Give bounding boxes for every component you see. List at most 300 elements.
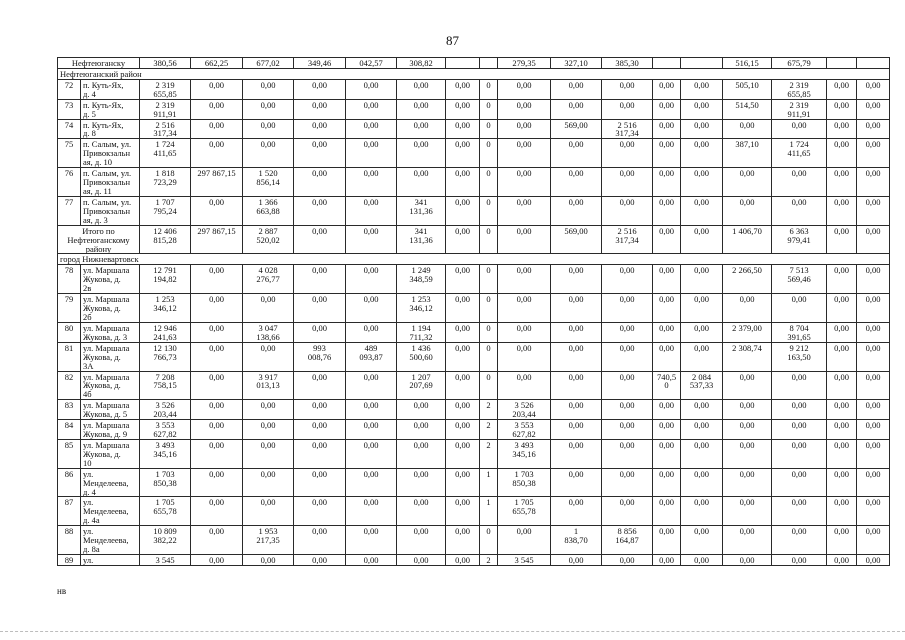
carryover-cell — [857, 58, 890, 69]
value-cell: 0 — [480, 139, 498, 168]
value-cell: 0,00 — [653, 468, 681, 497]
value-cell: 0,00 — [397, 468, 446, 497]
value-cell: 1 253 346,12 — [140, 294, 191, 323]
value-cell: 0,00 — [827, 322, 857, 342]
value-cell: 0,00 — [346, 526, 397, 555]
value-cell: 0,00 — [602, 439, 653, 468]
value-cell: 0,00 — [827, 468, 857, 497]
table-row — [58, 371, 890, 400]
value-cell: 0,00 — [772, 294, 827, 323]
value-cell: 0,00 — [681, 555, 723, 566]
value-cell: 0,00 — [602, 168, 653, 197]
value-cell: 1 705 655,78 — [498, 497, 551, 526]
value-cell: 1 436 500,60 — [397, 342, 446, 371]
value-cell: 0,00 — [346, 168, 397, 197]
table-row — [58, 342, 890, 371]
value-cell: 0 — [480, 99, 498, 119]
value-cell: 0,00 — [551, 555, 602, 566]
value-cell: 0,00 — [191, 79, 243, 99]
value-cell: 0,00 — [602, 196, 653, 225]
value-cell: 0,00 — [191, 265, 243, 294]
value-cell: 0,00 — [397, 526, 446, 555]
address-cell: ул. Маршала Жукова, д. 9 — [81, 420, 140, 440]
value-cell: 0,00 — [827, 420, 857, 440]
value-cell: 2 319 655,85 — [140, 79, 191, 99]
value-cell: 10 809 382,22 — [140, 526, 191, 555]
address-cell: ул. Менделеева, д. 4а — [81, 497, 140, 526]
value-cell: 0,00 — [191, 555, 243, 566]
value-cell: 2 319 655,85 — [772, 79, 827, 99]
value-cell: 0,00 — [191, 322, 243, 342]
value-cell: 0,00 — [602, 555, 653, 566]
value-cell: 0,00 — [681, 139, 723, 168]
value-cell: 3 526 203,44 — [140, 400, 191, 420]
value-cell: 0,00 — [397, 79, 446, 99]
row-number: 89 — [58, 555, 81, 566]
address-cell: п. Салым, ул. Привокзальн ая, д. 3 — [81, 196, 140, 225]
table-row — [58, 99, 890, 119]
address-cell: п. Салым, ул. Привокзальн ая, д. 10 — [81, 139, 140, 168]
value-cell: 0,00 — [827, 526, 857, 555]
carryover-cell — [480, 58, 498, 69]
value-cell: 0,00 — [653, 119, 681, 139]
value-cell: 0,00 — [498, 265, 551, 294]
row-number: 79 — [58, 294, 81, 323]
value-cell: 0,00 — [397, 400, 446, 420]
value-cell: 0,00 — [653, 420, 681, 440]
value-cell: 0,00 — [346, 468, 397, 497]
value-cell: 0,00 — [294, 371, 346, 400]
value-cell: 0,00 — [723, 371, 772, 400]
value-cell: 0,00 — [857, 79, 890, 99]
value-cell: 0,00 — [602, 497, 653, 526]
value-cell: 569,00 — [551, 119, 602, 139]
value-cell: 0,00 — [446, 497, 480, 526]
value-cell: 2 — [480, 555, 498, 566]
value-cell: 0,00 — [827, 99, 857, 119]
value-cell: 1 724 411,65 — [772, 139, 827, 168]
value-cell: 0,00 — [827, 79, 857, 99]
value-cell: 0,00 — [653, 497, 681, 526]
row-number: 74 — [58, 119, 81, 139]
value-cell: 4 028 276,77 — [243, 265, 294, 294]
value-cell: 0,00 — [498, 342, 551, 371]
value-cell: 740,5 0 — [653, 371, 681, 400]
value-cell: 0,00 — [294, 420, 346, 440]
value-cell: 0,00 — [346, 265, 397, 294]
table-row — [58, 439, 890, 468]
address-cell: ул. Маршала Жукова, д. 2в — [81, 265, 140, 294]
value-cell: 0,00 — [681, 322, 723, 342]
row-number: 84 — [58, 420, 81, 440]
carryover-cell: 279,35 — [498, 58, 551, 69]
value-cell: 2 379,00 — [723, 322, 772, 342]
value-cell: 1 705 655,78 — [140, 497, 191, 526]
value-cell: 0,00 — [191, 99, 243, 119]
value-cell: 2 — [480, 439, 498, 468]
value-cell: 0,00 — [857, 168, 890, 197]
row-number: 86 — [58, 468, 81, 497]
value-cell: 0,00 — [602, 139, 653, 168]
value-cell: 993 008,76 — [294, 342, 346, 371]
value-cell: 0,00 — [243, 342, 294, 371]
value-cell: 0,00 — [397, 99, 446, 119]
value-cell: 0,00 — [498, 196, 551, 225]
address-cell: ул. Менделеева, д. 8а — [81, 526, 140, 555]
value-cell: 1 838,70 — [551, 526, 602, 555]
value-cell: 0,00 — [857, 371, 890, 400]
address-cell: ул. Маршала Жукова, д. 3 — [81, 322, 140, 342]
value-cell: 9 212 163,50 — [772, 342, 827, 371]
value-cell: 0,00 — [772, 468, 827, 497]
total-cell: 297 867,15 — [191, 225, 243, 254]
address-cell: п. Салым, ул. Привокзальн ая, д. 11 — [81, 168, 140, 197]
table-row — [58, 497, 890, 526]
value-cell: 0,00 — [681, 265, 723, 294]
value-cell: 0,00 — [243, 119, 294, 139]
address-cell: п. Куть-Ях, д. 5 — [81, 99, 140, 119]
value-cell: 0,00 — [681, 400, 723, 420]
value-cell: 0,00 — [498, 139, 551, 168]
value-cell: 0,00 — [446, 526, 480, 555]
value-cell: 0,00 — [551, 439, 602, 468]
value-cell: 0,00 — [191, 420, 243, 440]
value-cell: 0,00 — [397, 555, 446, 566]
value-cell: 0,00 — [294, 497, 346, 526]
row-number: 73 — [58, 99, 81, 119]
carryover-cell — [446, 58, 480, 69]
value-cell: 0,00 — [498, 168, 551, 197]
value-cell: 0,00 — [191, 294, 243, 323]
value-cell: 0,00 — [191, 119, 243, 139]
value-cell: 0,00 — [243, 139, 294, 168]
value-cell: 0,00 — [723, 526, 772, 555]
value-cell: 0,00 — [857, 294, 890, 323]
value-cell: 0,00 — [551, 196, 602, 225]
value-cell: 0,00 — [602, 420, 653, 440]
value-cell: 0,00 — [191, 196, 243, 225]
value-cell: 0,00 — [397, 139, 446, 168]
value-cell: 387,10 — [723, 139, 772, 168]
value-cell: 0,00 — [243, 99, 294, 119]
value-cell: 0,00 — [681, 468, 723, 497]
value-cell: 0,00 — [827, 342, 857, 371]
row-number: 87 — [58, 497, 81, 526]
value-cell: 0,00 — [602, 294, 653, 323]
value-cell: 0,00 — [551, 468, 602, 497]
table-row — [58, 119, 890, 139]
value-cell: 2 319 911,91 — [140, 99, 191, 119]
value-cell: 0,00 — [772, 526, 827, 555]
value-cell: 2 516 317,34 — [602, 119, 653, 139]
value-cell: 0,00 — [191, 400, 243, 420]
value-cell: 0,00 — [551, 294, 602, 323]
value-cell: 0,00 — [446, 420, 480, 440]
value-cell: 0,00 — [653, 439, 681, 468]
table-row — [58, 79, 890, 99]
value-cell: 0,00 — [498, 371, 551, 400]
carryover-cell — [653, 58, 681, 69]
value-cell: 0,00 — [681, 342, 723, 371]
table-row — [58, 265, 890, 294]
value-cell: 0,00 — [857, 526, 890, 555]
value-cell: 0,00 — [551, 497, 602, 526]
value-cell: 1 703 850,38 — [140, 468, 191, 497]
value-cell: 0 — [480, 265, 498, 294]
value-cell: 0,00 — [191, 439, 243, 468]
value-cell: 0,00 — [681, 526, 723, 555]
value-cell: 0,00 — [827, 371, 857, 400]
value-cell: 0,00 — [723, 555, 772, 566]
value-cell: 0,00 — [827, 555, 857, 566]
value-cell: 0,00 — [602, 79, 653, 99]
value-cell: 0,00 — [294, 526, 346, 555]
value-cell: 514,50 — [723, 99, 772, 119]
total-cell: 2 887 520,02 — [243, 225, 294, 254]
value-cell: 0,00 — [346, 99, 397, 119]
table-row — [58, 322, 890, 342]
section-title: Нефтеюганский район — [58, 68, 890, 79]
value-cell: 0,00 — [681, 439, 723, 468]
value-cell: 0,00 — [681, 168, 723, 197]
value-cell: 3 493 345,16 — [140, 439, 191, 468]
value-cell: 0,00 — [772, 168, 827, 197]
address-cell: ул. Маршала Жукова, д. 3А — [81, 342, 140, 371]
value-cell: 0,00 — [857, 99, 890, 119]
row-number: 77 — [58, 196, 81, 225]
total-cell: 0,00 — [681, 225, 723, 254]
value-cell: 0,00 — [243, 468, 294, 497]
row-number: 88 — [58, 526, 81, 555]
value-cell: 0,00 — [653, 400, 681, 420]
value-cell: 0,00 — [653, 99, 681, 119]
value-cell: 0,00 — [602, 322, 653, 342]
address-cell: п. Куть-Ях, д. 4 — [81, 79, 140, 99]
value-cell: 0 — [480, 294, 498, 323]
value-cell: 0,00 — [602, 342, 653, 371]
value-cell: 0,00 — [723, 439, 772, 468]
footer-mark: нв — [57, 586, 67, 596]
value-cell: 0,00 — [681, 99, 723, 119]
total-cell: 569,00 — [551, 225, 602, 254]
page-number: 87 — [446, 33, 459, 48]
value-cell: 0,00 — [346, 420, 397, 440]
value-cell: 0,00 — [602, 400, 653, 420]
table-row — [58, 139, 890, 168]
scan-edge-line — [0, 631, 905, 632]
value-cell: 12 791 194,82 — [140, 265, 191, 294]
value-cell: 0,00 — [446, 99, 480, 119]
value-cell: 1 724 411,65 — [140, 139, 191, 168]
value-cell: 0,00 — [772, 119, 827, 139]
value-cell: 1 366 663,88 — [243, 196, 294, 225]
row-number: 83 — [58, 400, 81, 420]
carryover-cell — [827, 58, 857, 69]
value-cell: 0,00 — [294, 265, 346, 294]
table-row — [58, 555, 890, 566]
value-cell: 0,00 — [653, 196, 681, 225]
value-cell: 0,00 — [191, 371, 243, 400]
value-cell: 0,00 — [397, 420, 446, 440]
value-cell: 0,00 — [602, 371, 653, 400]
table-row — [58, 168, 890, 197]
value-cell: 0,00 — [294, 439, 346, 468]
total-cell: 341 131,36 — [397, 225, 446, 254]
row-number: 72 — [58, 79, 81, 99]
value-cell: 0,00 — [723, 168, 772, 197]
table-row — [58, 420, 890, 440]
value-cell: 3 917 013,13 — [243, 371, 294, 400]
carryover-cell: 327,10 — [551, 58, 602, 69]
total-label: Итого по Нефтеюганскому району — [58, 225, 140, 254]
address-cell: ул. Маршала Жукова, д. 4б — [81, 371, 140, 400]
value-cell: 0,00 — [827, 294, 857, 323]
value-cell: 341 131,36 — [397, 196, 446, 225]
value-cell: 0,00 — [857, 400, 890, 420]
value-cell: 0,00 — [446, 139, 480, 168]
value-cell: 0,00 — [827, 119, 857, 139]
value-cell: 0,00 — [551, 265, 602, 294]
value-cell: 2 319 911,91 — [772, 99, 827, 119]
value-cell: 0,00 — [772, 497, 827, 526]
value-cell: 12 130 766,73 — [140, 342, 191, 371]
value-cell: 0,00 — [346, 139, 397, 168]
row-number: 81 — [58, 342, 81, 371]
total-row — [58, 225, 890, 254]
carryover-cell: 308,82 — [397, 58, 446, 69]
address-cell: ул. — [81, 555, 140, 566]
value-cell: 0,00 — [446, 294, 480, 323]
value-cell: 0,00 — [857, 497, 890, 526]
value-cell: 0,00 — [653, 265, 681, 294]
value-cell: 0,00 — [294, 294, 346, 323]
value-cell: 1 249 348,59 — [397, 265, 446, 294]
value-cell: 0,00 — [498, 79, 551, 99]
value-cell: 0,00 — [498, 322, 551, 342]
row-number: 85 — [58, 439, 81, 468]
row-number: 76 — [58, 168, 81, 197]
value-cell: 0 — [480, 79, 498, 99]
value-cell: 0,00 — [294, 468, 346, 497]
value-cell: 0,00 — [446, 79, 480, 99]
value-cell: 0,00 — [827, 439, 857, 468]
value-cell: 0,00 — [772, 420, 827, 440]
value-cell: 0,00 — [243, 420, 294, 440]
value-cell: 0,00 — [723, 497, 772, 526]
carryover-row — [58, 58, 890, 69]
value-cell: 0 — [480, 196, 498, 225]
value-cell: 0,00 — [857, 322, 890, 342]
value-cell: 0,00 — [346, 400, 397, 420]
value-cell: 0,00 — [551, 168, 602, 197]
section-header-row — [58, 254, 890, 265]
value-cell: 0,00 — [857, 468, 890, 497]
table-row — [58, 400, 890, 420]
value-cell: 0,00 — [243, 400, 294, 420]
value-cell: 0,00 — [551, 342, 602, 371]
carryover-cell: 042,57 — [346, 58, 397, 69]
value-cell: 0,00 — [446, 555, 480, 566]
value-cell: 0,00 — [772, 196, 827, 225]
address-cell: ул. Маршала Жукова, д. 10 — [81, 439, 140, 468]
carryover-cell: 677,02 — [243, 58, 294, 69]
carryover-cell: 662,25 — [191, 58, 243, 69]
value-cell: 0,00 — [857, 196, 890, 225]
total-cell: 0,00 — [857, 225, 890, 254]
value-cell: 1 194 711,32 — [397, 322, 446, 342]
value-cell: 1 253 346,12 — [397, 294, 446, 323]
value-cell: 0,00 — [346, 79, 397, 99]
value-cell: 0,00 — [446, 119, 480, 139]
value-cell: 0,00 — [827, 196, 857, 225]
value-cell: 0,00 — [653, 555, 681, 566]
value-cell: 0,00 — [681, 497, 723, 526]
value-cell: 0,00 — [294, 400, 346, 420]
value-cell: 0,00 — [397, 119, 446, 139]
value-cell: 0 — [480, 342, 498, 371]
value-cell: 3 545 — [140, 555, 191, 566]
value-cell: 0,00 — [446, 196, 480, 225]
value-cell: 0,00 — [857, 420, 890, 440]
value-cell: 0,00 — [397, 168, 446, 197]
total-cell: 0,00 — [294, 225, 346, 254]
value-cell: 0,00 — [346, 497, 397, 526]
value-cell: 0 — [480, 371, 498, 400]
total-cell: 0,00 — [498, 225, 551, 254]
value-cell: 7 513 569,46 — [772, 265, 827, 294]
value-cell: 0,00 — [827, 265, 857, 294]
value-cell: 0,00 — [857, 139, 890, 168]
value-cell: 7 208 758,15 — [140, 371, 191, 400]
row-number: 82 — [58, 371, 81, 400]
value-cell: 0,00 — [857, 265, 890, 294]
value-cell: 0,00 — [191, 342, 243, 371]
carryover-cell — [681, 58, 723, 69]
value-cell: 0,00 — [191, 497, 243, 526]
value-cell: 0,00 — [723, 420, 772, 440]
value-cell: 0,00 — [346, 196, 397, 225]
value-cell: 0 — [480, 322, 498, 342]
value-cell: 0,00 — [498, 119, 551, 139]
value-cell: 0,00 — [681, 79, 723, 99]
value-cell: 0,00 — [602, 468, 653, 497]
value-cell: 0,00 — [827, 139, 857, 168]
total-cell: 0,00 — [346, 225, 397, 254]
value-cell: 0,00 — [294, 79, 346, 99]
value-cell: 0,00 — [681, 294, 723, 323]
total-cell: 1 406,70 — [723, 225, 772, 254]
row-number: 80 — [58, 322, 81, 342]
value-cell: 0,00 — [857, 119, 890, 139]
value-cell: 3 553 627,82 — [498, 420, 551, 440]
value-cell: 0 — [480, 119, 498, 139]
value-cell: 0,00 — [294, 555, 346, 566]
value-cell: 0,00 — [551, 400, 602, 420]
value-cell: 0,00 — [446, 322, 480, 342]
value-cell: 2 — [480, 400, 498, 420]
value-cell: 3 047 138,66 — [243, 322, 294, 342]
value-cell: 0,00 — [346, 119, 397, 139]
value-cell: 3 545 — [498, 555, 551, 566]
value-cell: 0,00 — [346, 294, 397, 323]
value-cell: 1 818 723,29 — [140, 168, 191, 197]
value-cell: 0,00 — [346, 322, 397, 342]
value-cell: 0,00 — [723, 294, 772, 323]
value-cell: 1 207 207,69 — [397, 371, 446, 400]
value-cell: 0,00 — [653, 526, 681, 555]
row-number: 78 — [58, 265, 81, 294]
value-cell: 0,00 — [653, 168, 681, 197]
